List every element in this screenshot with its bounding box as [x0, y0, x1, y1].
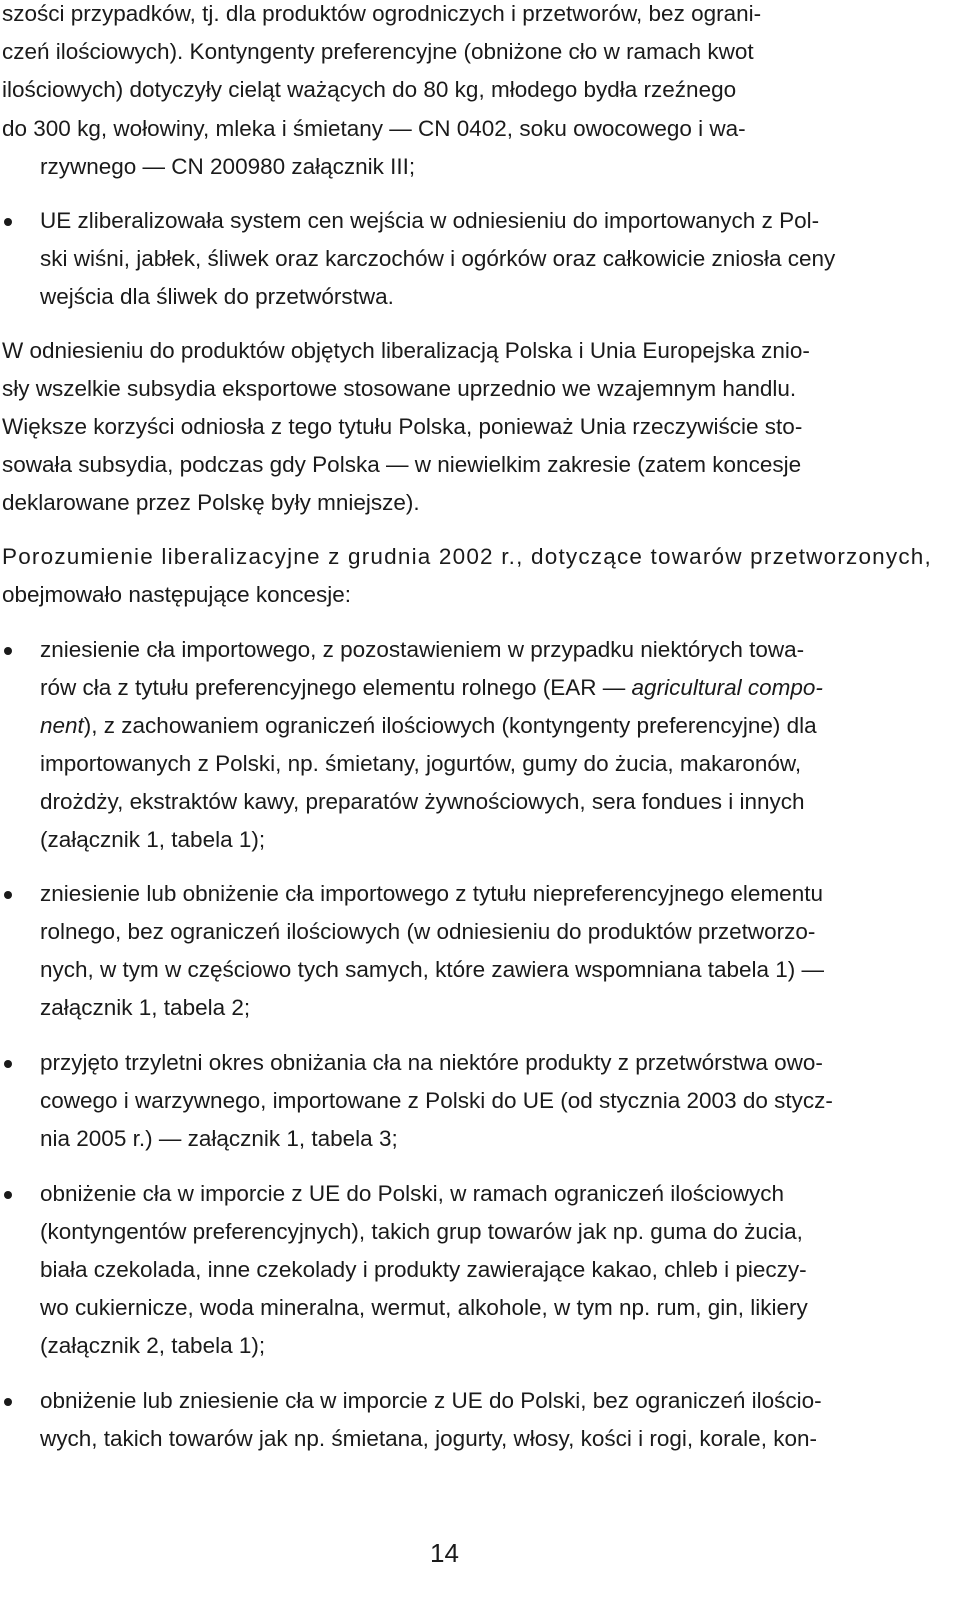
text-line: sowała subsydia, podczas gdy Polska — w niewielkim zakresie (zatem koncesje: [2, 452, 802, 477]
text-line: zniesienie cła importowego, z pozostawieniem w przypadku niektórych towa-: [40, 637, 805, 662]
text-line: do 300 kg, wołowiny, mleka i śmietany — CN 0402, soku owocowego i wa-: [2, 116, 746, 141]
text-line: importowanych z Polski, np. śmietany, jogurtów, gumy do żucia, makaronów,: [40, 751, 802, 776]
list-bullet: [4, 891, 12, 899]
text-line: UE zliberalizowała system cen wejścia w odniesieniu do importowanych z Pol-: [40, 208, 820, 233]
page-number: 14: [430, 1538, 459, 1568]
text-line: Większe korzyści odniosła z tego tytułu Polska, ponieważ Unia rzeczywiście sto-: [2, 414, 803, 439]
list-bullet: [4, 1191, 12, 1199]
text-line: biała czekolada, inne czekolady i produkty zawierające kakao, chleb i pieczy-: [40, 1257, 807, 1282]
list-bullet: [4, 1060, 12, 1068]
text-line: rzywnego — CN 200980 załącznik III;: [40, 154, 416, 179]
text-line: obniżenie lub zniesienie cła w imporcie z UE do Polski, bez ograniczeń ilościo-: [40, 1388, 822, 1413]
text-line: zniesienie lub obniżenie cła importowego z tytułu niepreferencyjnego elementu: [40, 881, 823, 906]
text-line: ski wiśni, jabłek, śliwek oraz karczochów i ogórków oraz całkowicie zniosła ceny: [40, 246, 836, 271]
text-line: szości przypadków, tj. dla produktów ogrodniczych i przetworów, bez ograni-: [2, 1, 762, 26]
text-line: przyjęto trzyletni okres obniżania cła na niektóre produkty z przetwórstwa owo-: [40, 1050, 823, 1075]
text-line: nent), z zachowaniem ograniczeń ilościowych (kontyngenty preferencyjne) dla: [40, 713, 817, 738]
text-line: wejścia dla śliwek do przetwórstwa.: [40, 284, 394, 309]
text-line: (załącznik 2, tabela 1);: [40, 1333, 266, 1358]
text-line: deklarowane przez Polskę były mniejsze).: [2, 490, 420, 515]
text-line: W odniesieniu do produktów objętych liberalizacją Polska i Unia Europejska znio-: [2, 338, 810, 363]
text-line: załącznik 1, tabela 2;: [40, 995, 251, 1020]
text-line: Porozumienie liberalizacyjne z grudnia 2002 r., dotyczące towarów przetworzonych,: [2, 544, 932, 569]
text-line: ilościowych) dotyczyły cieląt ważących do 80 kg, młodego bydła rzeźnego: [2, 77, 737, 102]
text-line: obniżenie cła w imporcie z UE do Polski, w ramach ograniczeń ilościowych: [40, 1181, 785, 1206]
text-line: cowego i warzywnego, importowane z Polski do UE (od stycznia 2003 do stycz-: [40, 1088, 833, 1113]
text-line: wo cukiernicze, woda mineralna, wermut, alkohole, w tym np. rum, gin, likiery: [40, 1295, 808, 1320]
text-line: drożdży, ekstraktów kawy, preparatów żywnościowych, sera fondues i innych: [40, 789, 805, 814]
text-line: rolnego, bez ograniczeń ilościowych (w odniesieniu do produktów przetworzo-: [40, 919, 816, 944]
list-bullet: [4, 647, 12, 655]
text-line: nych, w tym w częściowo tych samych, które zawiera wspomniana tabela 1) —: [40, 957, 825, 982]
list-bullet: [4, 1398, 12, 1406]
list-bullet: [4, 218, 12, 226]
text-line: (załącznik 1, tabela 1);: [40, 827, 266, 852]
text-line: (kontyngentów preferencyjnych), takich grup towarów jak np. guma do żucia,: [40, 1219, 803, 1244]
text-line: wych, takich towarów jak np. śmietana, jogurty, włosy, kości i rogi, korale, kon-: [40, 1426, 817, 1451]
text-line: obejmowało następujące koncesje:: [2, 582, 351, 607]
text-line: czeń ilościowych). Kontyngenty preferencyjne (obniżone cło w ramach kwot: [2, 39, 754, 64]
text-line: nia 2005 r.) — załącznik 1, tabela 3;: [40, 1126, 398, 1151]
text-line: rów cła z tytułu preferencyjnego elementu rolnego (EAR — agricultural compo-: [40, 675, 823, 700]
text-line: sły wszelkie subsydia eksportowe stosowane uprzednio we wzajemnym handlu.: [2, 376, 797, 401]
